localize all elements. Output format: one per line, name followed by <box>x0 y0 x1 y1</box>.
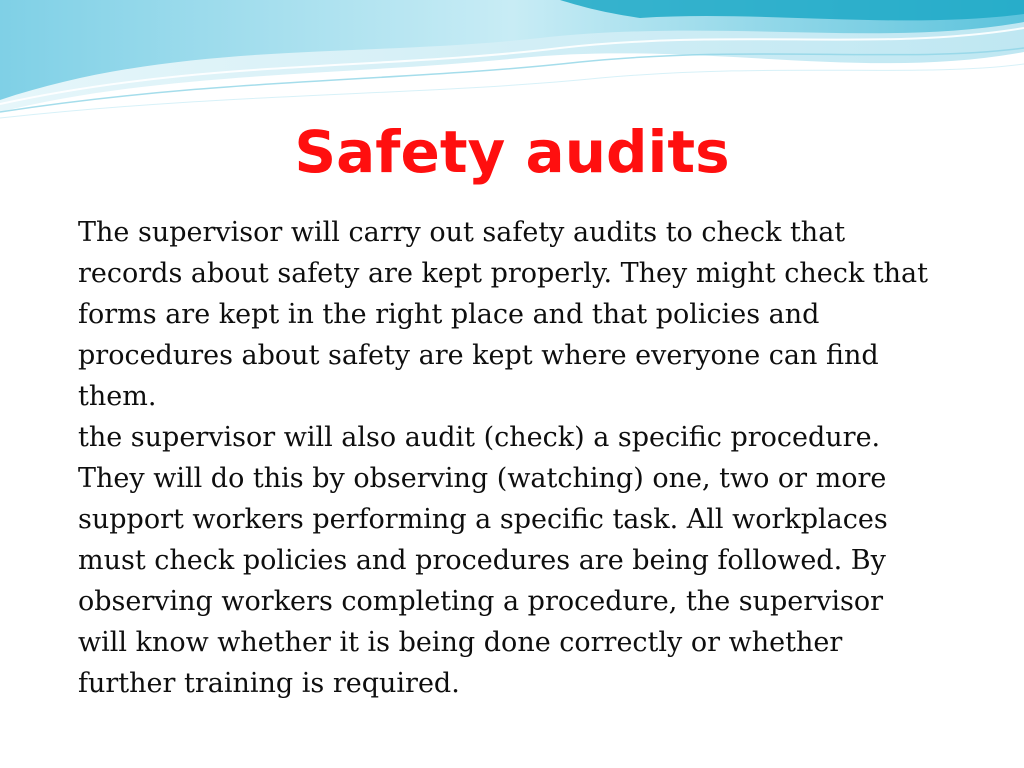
decorative-wave-header <box>0 0 1024 130</box>
paragraph-safety-audit-records: The supervisor will carry out safety audits to check that records about safety are kept properly. They might check that forms are kept in the right place and that policies and procedures about safety are kept where everyone can find them. <box>78 217 928 412</box>
slide-body <box>78 212 928 704</box>
slide-title: Safety audits <box>294 118 730 186</box>
paragraph-procedure-audit: the supervisor will also audit (check) a specific procedure. They will do this by observing (watching) one, two or more support workers performing a specific task. All workplaces must check policies and procedures are being followed. By observing workers completing a procedure, the supervisor will know whether it is being done correctly or whether further training is required. <box>78 422 888 699</box>
